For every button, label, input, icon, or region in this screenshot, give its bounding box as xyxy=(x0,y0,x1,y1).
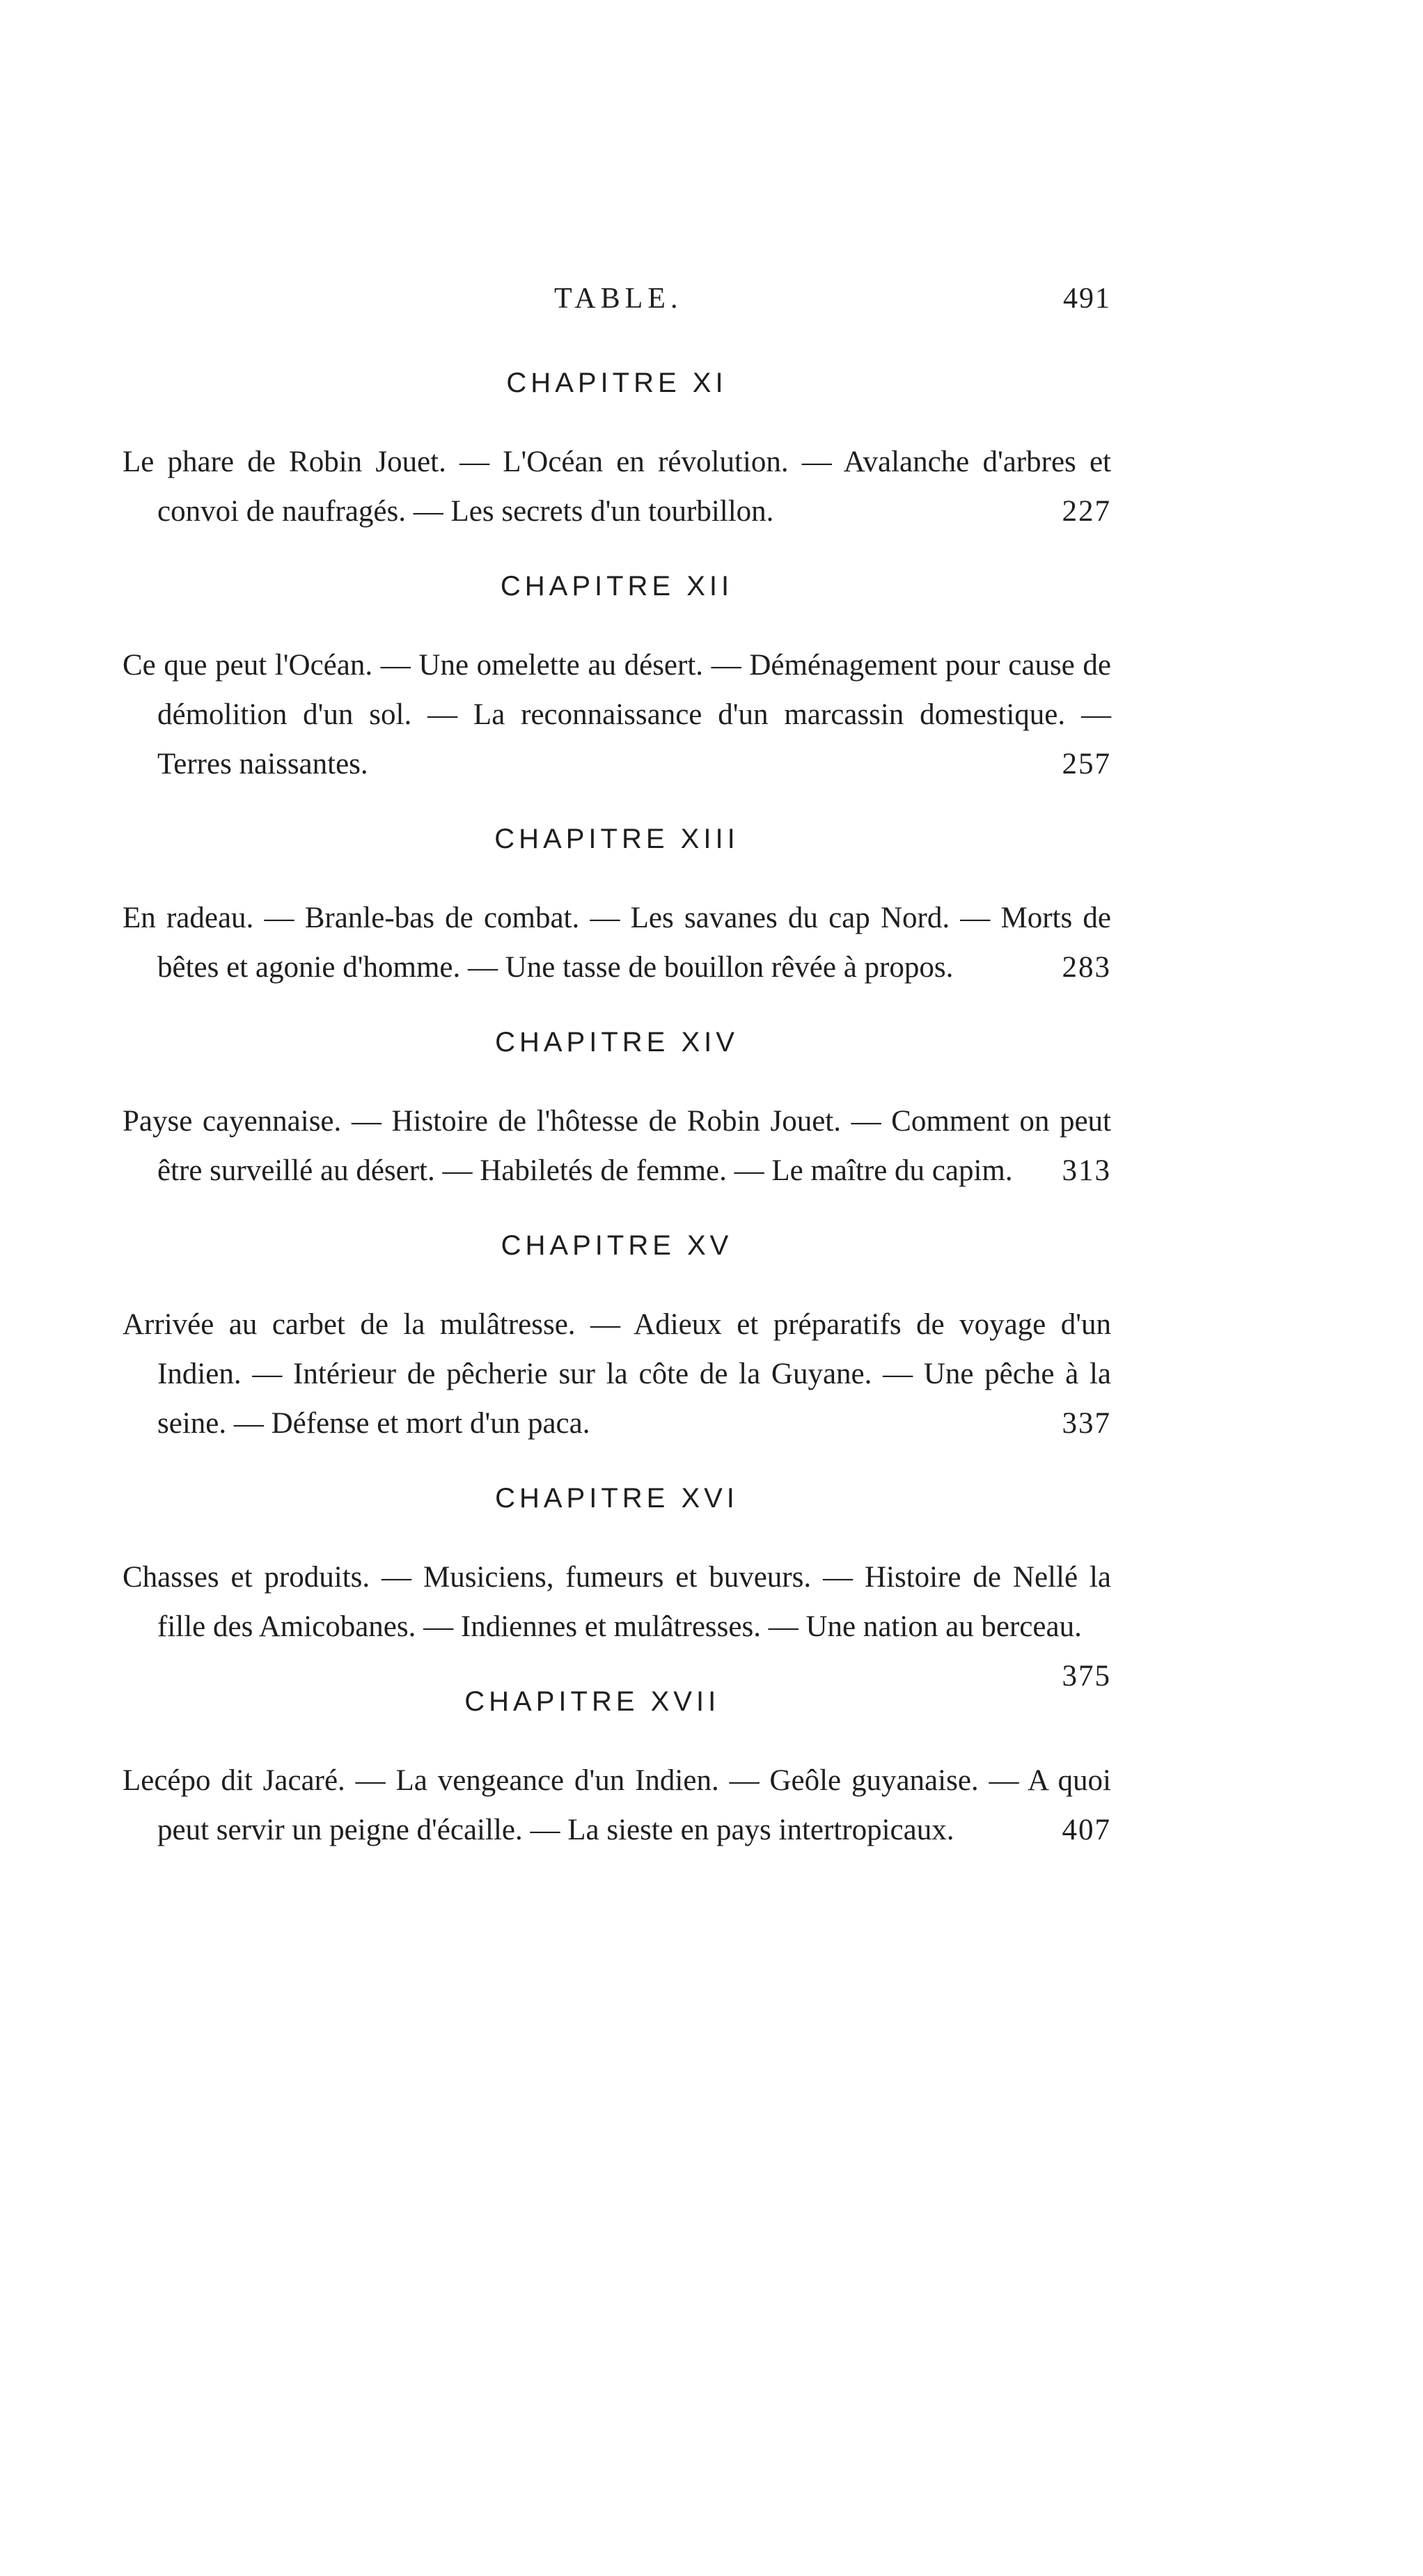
chapter-summary: Chasses et produits. — Musiciens, fumeurs et buveurs. — Histoire de Nellé la fille des Amicobanes. — Indiennes et mulâtresses. — Une nation au berceau. xyxy=(123,1561,1111,1643)
chapter-page-ref: 313 xyxy=(1062,1154,1111,1187)
chapter-summary: Le phare de Robin Jouet. — L'Océan en révolution. — Avalanche d'arbres et convoi de naufragés. — Les secrets d'un tourbillon. xyxy=(123,446,1111,528)
chapter-heading: CHAPITRE XI xyxy=(506,368,728,398)
chapter-summary-block xyxy=(123,437,1111,536)
chapter-page-ref: 407 xyxy=(1062,1814,1111,1846)
chapter-heading: CHAPITRE XV xyxy=(501,1230,733,1261)
chapter-summary-block xyxy=(123,1553,1111,1693)
chapter-heading: CHAPITRE XIV xyxy=(495,1027,739,1058)
chapter-entry-xii xyxy=(123,565,1111,789)
chapter-summary-block xyxy=(123,1097,1111,1195)
chapter-heading: CHAPITRE XII xyxy=(500,571,734,602)
page-number: 491 xyxy=(1063,283,1111,315)
chapter-entry-xiv xyxy=(123,1021,1111,1195)
running-head xyxy=(123,282,1111,324)
chapter-heading: CHAPITRE XIII xyxy=(494,824,739,854)
chapter-summary-block xyxy=(123,893,1111,992)
chapter-page-ref: 283 xyxy=(1062,951,1111,984)
chapter-summary: En radeau. — Branle-bas de combat. — Les savanes du cap Nord. — Morts de bêtes et agonie d'homme. — Une tasse de bouillon rêvée à propos. xyxy=(123,902,1111,984)
chapter-summary-block xyxy=(123,1300,1111,1448)
chapter-page-ref: 257 xyxy=(1062,748,1111,780)
chapter-page-ref: 337 xyxy=(1062,1407,1111,1440)
chapter-entry-xvi xyxy=(123,1477,1111,1693)
running-head-title: TABLE. xyxy=(554,283,683,315)
chapter-heading: CHAPITRE XVI xyxy=(495,1483,739,1514)
chapter-heading: CHAPITRE XVII xyxy=(464,1686,721,1717)
chapter-summary: Lecépo dit Jacaré. — La vengeance d'un Indien. — Geôle guyanaise. — A quoi peut servir un peigne d'écaille. — La sieste en pays intertropicaux. xyxy=(123,1764,1111,1846)
chapter-summary: Payse cayennaise. — Histoire de l'hôtesse de Robin Jouet. — Comment on peut être surveillé au désert. — Habiletés de femme. — Le maître du capim. xyxy=(123,1105,1111,1187)
chapter-summary-block xyxy=(123,641,1111,789)
chapter-summary: Ce que peut l'Océan. — Une omelette au désert. — Déménagement pour cause de démolition d'un sol. — La reconnaissance d'un marcassin domestique. — Terres naissantes. xyxy=(123,649,1111,780)
chapter-entry-xiii xyxy=(123,818,1111,992)
chapter-entry-xv xyxy=(123,1225,1111,1448)
table-of-contents xyxy=(123,362,1111,1855)
chapter-page-ref: 375 xyxy=(1062,1660,1111,1693)
chapter-entry-xvii xyxy=(123,1681,1111,1855)
chapter-summary-block xyxy=(123,1756,1111,1855)
chapter-page-ref: 227 xyxy=(1062,495,1111,528)
chapter-summary: Arrivée au carbet de la mulâtresse. — Adieux et préparatifs de voyage d'un Indien. — Intérieur de pêcherie sur la côte de la Guyane. — Une pêche à la seine. — Défense et mort d'un paca. xyxy=(123,1308,1111,1440)
chapter-entry-xi xyxy=(123,362,1111,536)
